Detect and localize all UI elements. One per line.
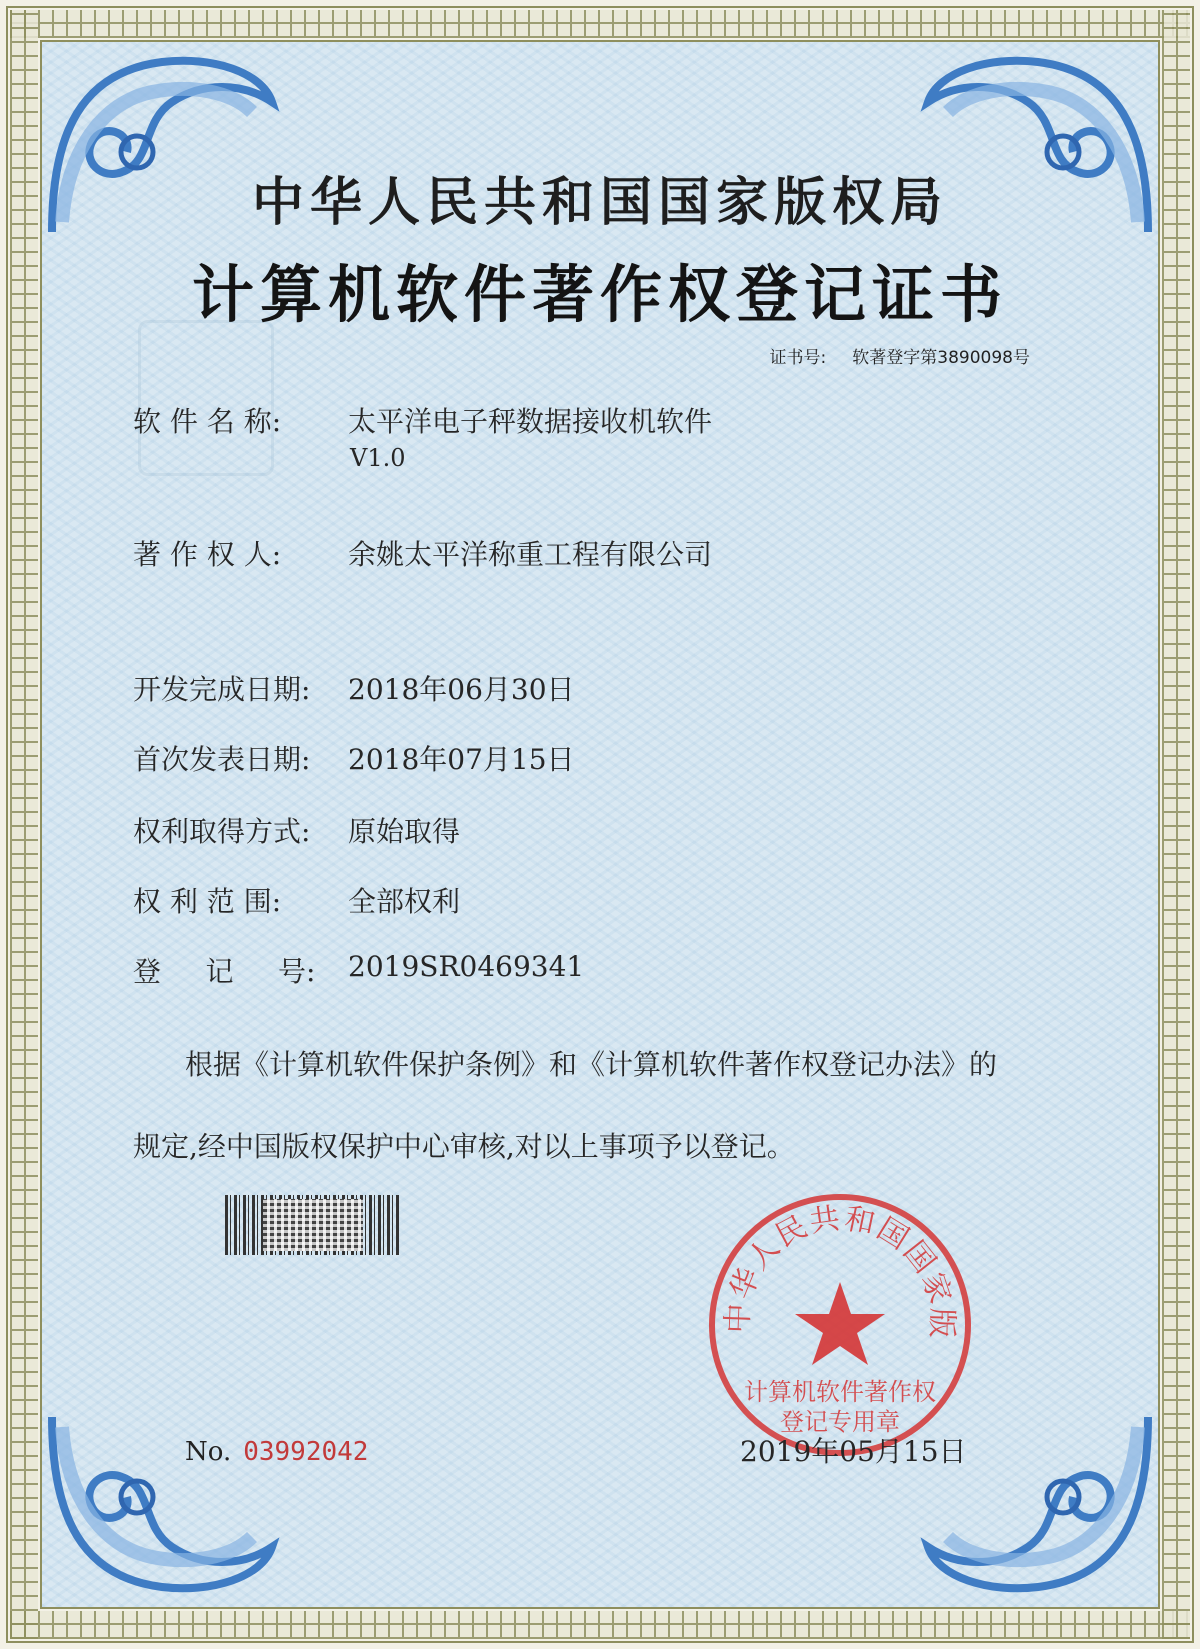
field-rights-scope <box>133 880 460 920</box>
field-label: 权 利 范 围: <box>133 885 282 918</box>
statement-line-2: 规定,经中国版权保护中心审核,对以上事项予以登记。 <box>133 1130 795 1163</box>
issuer-title: 中华人民共和国国家版权局 <box>251 172 948 233</box>
field-registration-number <box>133 950 584 990</box>
border-band-top <box>10 10 1190 38</box>
seal-inner-line-1: 计算机软件著作权 <box>744 1378 936 1406</box>
seal-inner-line-2: 登记专用章 <box>780 1408 900 1436</box>
field-pub-date <box>133 738 575 778</box>
seal-outer-text: 中华人民共和国国家版 <box>720 1200 960 1341</box>
field-software-name <box>133 400 712 440</box>
field-label: 著 作 权 人: <box>133 538 282 571</box>
field-acquire-method <box>133 810 460 850</box>
barcode-icon <box>225 1195 400 1255</box>
issue-date: 2019年05月15日 <box>740 1435 967 1468</box>
certificate-number-label: 证书号: <box>769 348 827 368</box>
serial-number <box>185 1437 368 1467</box>
official-seal <box>705 1190 975 1460</box>
statement-line-1: 根据《计算机软件保护条例》和《计算机软件著作权登记办法》的 <box>185 1048 998 1081</box>
border-band-bottom <box>10 1611 1190 1639</box>
field-dev-date <box>133 668 575 708</box>
field-value: 余姚太平洋称重工程有限公司 <box>348 538 713 571</box>
field-value: 太平洋电子秤数据接收机软件 <box>348 405 713 438</box>
software-version: V1.0 <box>350 444 406 472</box>
field-label: 开发完成日期: <box>133 673 311 706</box>
serial-prefix: No. <box>185 1437 232 1467</box>
field-value: 全部权利 <box>348 885 461 918</box>
field-value: 2019SR0469341 <box>348 950 585 983</box>
field-label: 权利取得方式: <box>133 815 311 848</box>
field-label: 软 件 名 称: <box>133 405 282 438</box>
field-owner <box>133 533 712 573</box>
certificate-number-value: 软著登字第3890098号 <box>852 348 1030 368</box>
qr-code-icon <box>263 1199 363 1251</box>
copyright-watermark-icon <box>138 320 274 476</box>
field-value: 原始取得 <box>348 815 461 848</box>
certificate-title: 计算机软件著作权登记证书 <box>191 258 1008 331</box>
field-value: 2018年07月15日 <box>348 743 575 776</box>
field-label: 首次发表日期: <box>133 743 311 776</box>
field-value: 2018年06月30日 <box>348 673 575 706</box>
serial-value: 03992042 <box>243 1437 369 1467</box>
field-label: 登 记 号: <box>133 955 316 988</box>
certificate-number <box>770 343 1030 368</box>
